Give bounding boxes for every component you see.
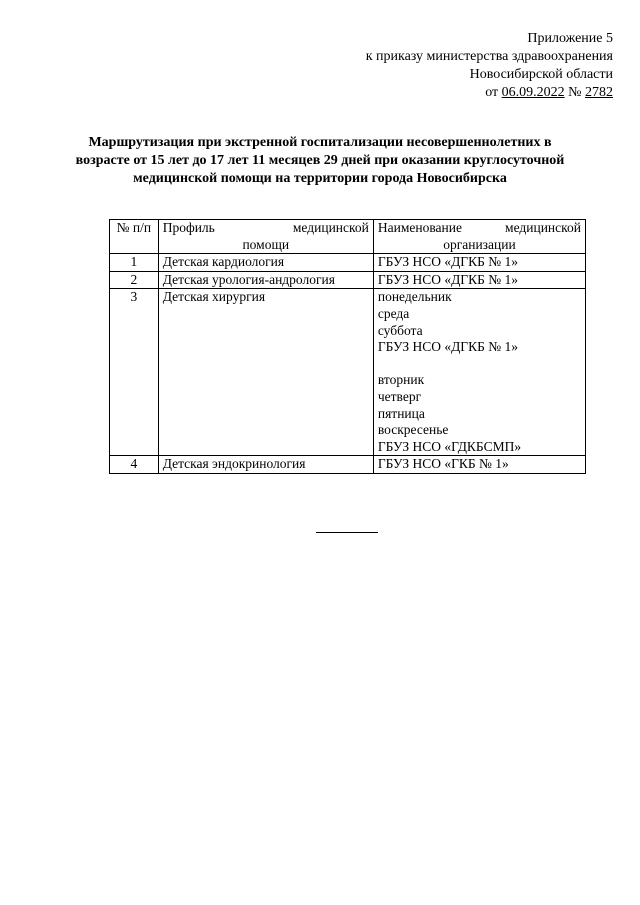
schedule-day: воскресенье xyxy=(377,422,449,438)
schedule-day: пятница xyxy=(377,405,425,421)
order-number: 2782 xyxy=(585,85,613,100)
order-date: 06.09.2022 xyxy=(501,85,565,100)
schedule-day: понедельник xyxy=(377,289,452,305)
schedule-day: среда xyxy=(377,305,410,321)
row-profile: Детская хирургия xyxy=(158,289,373,456)
row-profile: Детская эндокринология xyxy=(158,456,373,474)
date-prefix: от xyxy=(485,85,499,100)
end-divider xyxy=(316,532,378,533)
row-profile: Детская урология-андрология xyxy=(158,271,373,289)
table-row xyxy=(110,254,586,272)
row-num: 4 xyxy=(110,456,159,474)
number-sign: № xyxy=(568,85,582,100)
row-organization: ГБУЗ НСО «ГКБ № 1» xyxy=(373,456,585,474)
row-organization: ГБУЗ НСО «ДГКБ № 1» xyxy=(373,271,585,289)
schedule-organization: ГБУЗ НСО «ГДКБСМП» xyxy=(377,438,522,454)
schedule-organization: ГБУЗ НСО «ДГКБ № 1» xyxy=(377,339,518,355)
row-num: 3 xyxy=(110,289,159,456)
table-header-row xyxy=(110,220,586,254)
document-title: Маршрутизация при экстренной госпитализации несовершеннолетних в возрасте от 15 лет до 17 лет 11 месяцев 29 дней при оказании круглосуточной медицинской помощи на территории города Новосибирска xyxy=(75,135,565,186)
table-row xyxy=(110,289,586,456)
appendix-number: Приложение 5 xyxy=(527,31,613,46)
schedule-day: суббота xyxy=(377,322,423,338)
order-reference: к приказу министерства здравоохранения xyxy=(365,49,613,64)
row-num: 2 xyxy=(110,271,159,289)
appendix-header xyxy=(366,30,613,102)
table-row xyxy=(110,271,586,289)
schedule-spacer xyxy=(378,356,581,373)
routing-table xyxy=(109,219,586,474)
region-name: Новосибирской области xyxy=(469,67,613,82)
schedule-day: вторник xyxy=(377,372,425,388)
column-header-profile: Профиль медицинской помощи xyxy=(158,220,373,254)
row-num: 1 xyxy=(110,254,159,272)
column-header-num: № п/п xyxy=(110,220,159,254)
column-header-organization: Наименование медицинской организации xyxy=(373,220,585,254)
order-date-line xyxy=(366,84,613,102)
table-row xyxy=(110,456,586,474)
row-profile: Детская кардиология xyxy=(158,254,373,272)
row-organization-schedule xyxy=(373,289,585,456)
schedule-day: четверг xyxy=(377,388,422,404)
row-organization: ГБУЗ НСО «ДГКБ № 1» xyxy=(373,254,585,272)
